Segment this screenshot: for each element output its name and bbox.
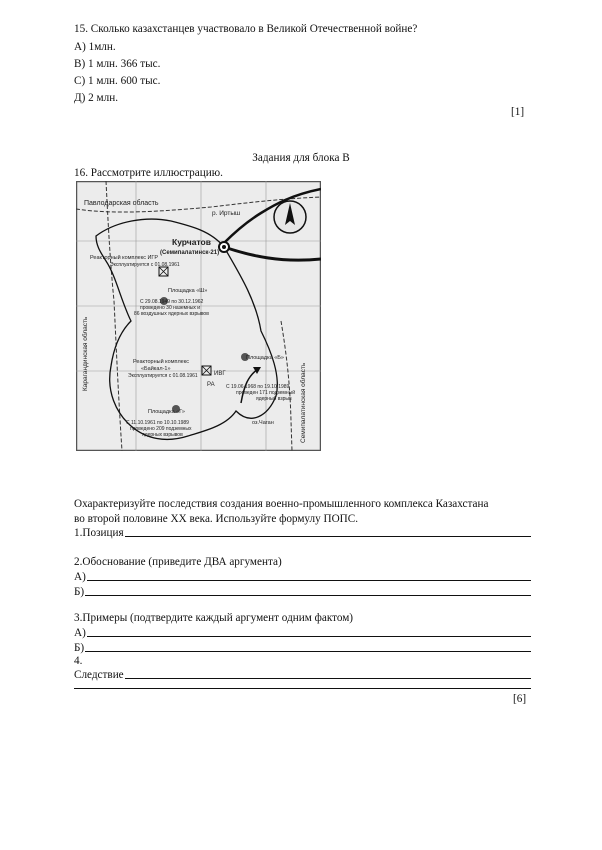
block-b-title: Задания для блока В [252,152,350,164]
item-4-label: 4. [74,655,83,667]
q16-score: [6] [513,693,527,705]
justification-a-field[interactable] [74,570,531,584]
label-ivg: ИВГ [214,371,226,377]
label-site-sh-text2: проведено 30 наземных и [140,305,201,311]
q15-option-a: А) 1млн. [74,41,116,53]
label-site-g-text3: ядерных взрывов [142,432,183,438]
examples-b-field[interactable] [74,641,531,655]
label-site-g-text2: проведено 209 подземных [130,426,192,432]
label-semipalatinsk-region: Семипалатинская область [300,362,307,443]
q16-task-line2: во второй половине XX века. Используйте формулу ПОПС. [74,513,358,525]
label-site-sh-text3: 86 воздушных ядерных взрывов [134,311,209,317]
label-site-g-text1: С 11.10.1961 по 10.10.1989 [126,420,189,426]
label-site-b-text3: ядерный взрыв [256,396,292,402]
label-site-b-text1: С 19.06.1968 по 19.10.1989 [226,384,290,390]
label-baikal-title1: Реакторный комплекс [133,359,189,365]
label-site-g: Площадка «Г» [148,409,185,415]
label-ra: РА [207,382,215,388]
q15-score: [1] [511,106,525,118]
consequence-field[interactable] [74,668,531,682]
label-site-b-text2: проведен 171 подземный [236,390,296,396]
label-site-b: Площадка «Б» [246,355,284,361]
q15-option-b: В) 1 млн. 366 тыс. [74,58,161,70]
q15-option-d: Д) 2 млн. [74,92,118,104]
label-site-sh: Площадка «Ш» [168,288,208,294]
label-karaganda: Карагандинская область [82,316,89,391]
justification-label: 2.Обоснование (приведите ДВА аргумента) [74,556,282,568]
label-pavlodar: Павлодарская область [84,200,159,207]
examples-label: 3.Примеры (подтвердите каждый аргумент одним фактом) [74,612,354,624]
nuclear-test-site-map [76,181,321,451]
justification-b-label: Б) [74,586,85,598]
label-site-sh-text1: С 29.08.1949 по 30.12.1962 [140,299,204,305]
justification-a-label: А) [74,571,86,583]
consequence-label: Следствие [74,669,124,681]
examples-b-label: Б) [74,642,85,654]
label-river: р. Иртыш [212,210,241,217]
examples-a-label: А) [74,627,86,639]
label-city: Курчатов [172,237,211,247]
q16-prompt: 16. Рассмотрите иллюстрацию. [74,167,223,179]
label-city-sub: (Семипалатинск-21) [160,250,220,256]
label-igr-title: Реакторный комплекс ИГР [90,255,159,261]
position-label: 1.Позиция [74,527,124,539]
position-field[interactable] [74,526,531,540]
label-lake: оз.Чаган [252,420,274,426]
q16-task-line1: Охарактеризуйте последствия создания военно-промышленного комплекса Казахстана [74,498,489,510]
justification-b-field[interactable] [74,585,531,599]
consequence-extra-line[interactable] [74,688,531,689]
q15-option-c: С) 1 млн. 600 тыс. [74,75,161,87]
label-baikal-sub: Эксплуатируется с 01.08.1961 [128,373,198,379]
q15-question: 15. Сколько казахстанцев участвовало в Великой Отечественной войне? [74,23,418,35]
examples-a-field[interactable] [74,626,531,640]
label-baikal-title2: «Байкал-1» [141,366,171,372]
label-igr-sub: Эксплуатируется с 01.08.1961 [110,262,180,268]
